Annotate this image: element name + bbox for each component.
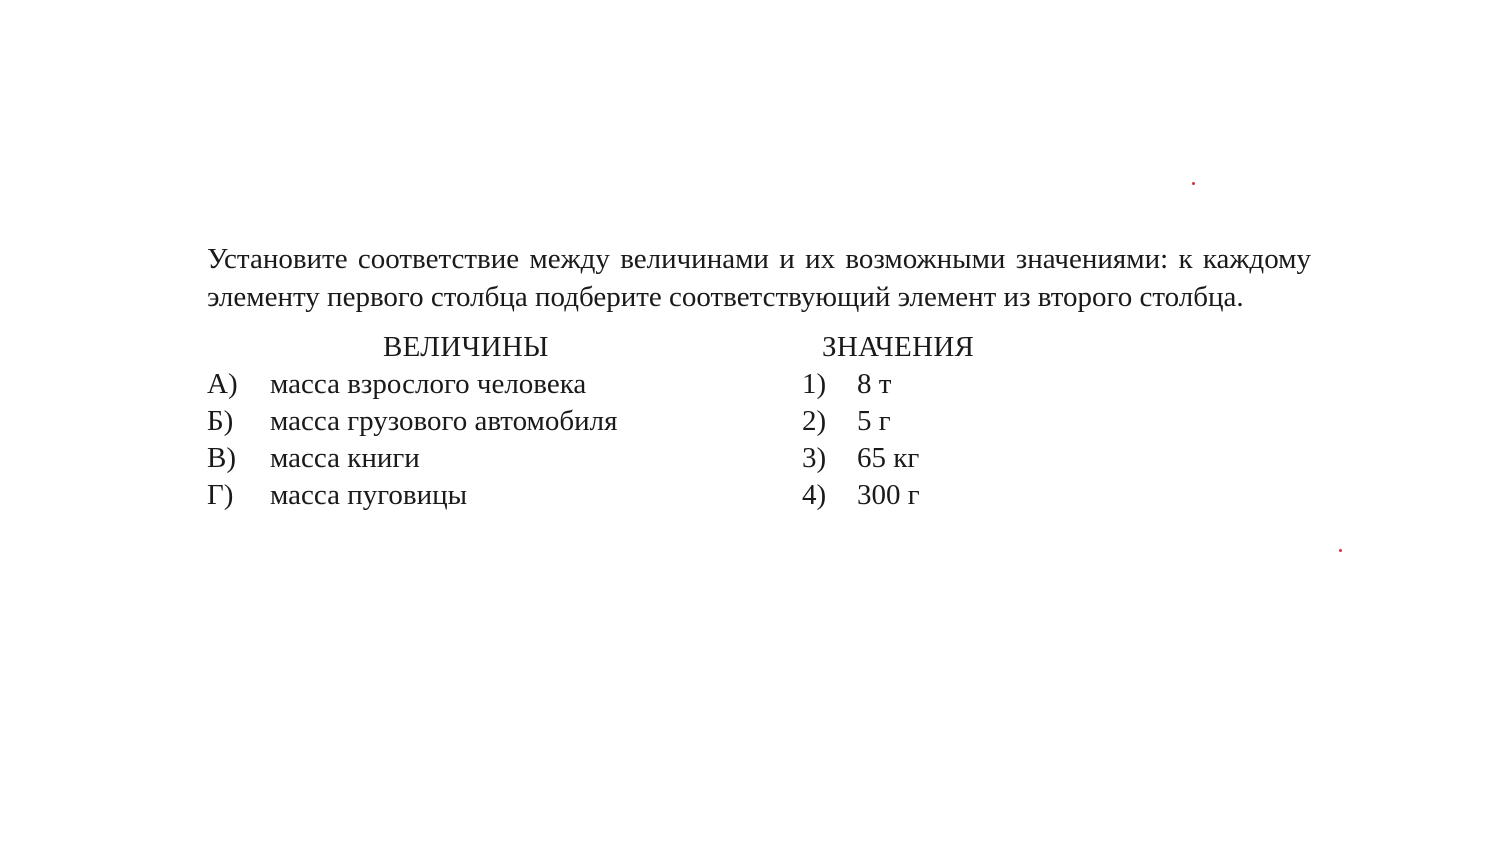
item-marker: Б) (207, 405, 234, 437)
item-text: масса грузового автомобиля (270, 405, 618, 437)
quantity-item (207, 403, 617, 440)
item-text: масса взрослого человека (270, 368, 587, 400)
red-speck (1339, 549, 1342, 552)
item-marker: А) (207, 368, 238, 400)
matching-task (207, 240, 1311, 518)
value-item (802, 403, 920, 440)
item-marker: В) (207, 442, 236, 474)
values-header: ЗНАЧЕНИЯ (822, 331, 975, 363)
item-text: 300 г (857, 479, 920, 511)
item-marker: 3) (802, 442, 827, 474)
matching-columns (207, 328, 1311, 518)
task-instruction: Установите соответствие между величинами и их возможными значениями: к каждому элементу первого столбца подберите соответствующий элемент из второго столбца. (207, 243, 1311, 313)
item-marker: 4) (802, 479, 827, 511)
quantity-item (207, 477, 617, 514)
value-item (802, 440, 920, 477)
item-text: 65 кг (857, 442, 920, 474)
item-text: масса книги (270, 442, 420, 474)
values-list (802, 366, 920, 514)
item-marker: 2) (802, 405, 827, 437)
quantity-item (207, 440, 617, 477)
value-item (802, 366, 920, 403)
item-text: масса пуговицы (270, 479, 468, 511)
quantities-list (207, 366, 617, 514)
red-speck (1192, 182, 1195, 185)
item-text: 5 г (857, 405, 891, 437)
quantities-header: ВЕЛИЧИНЫ (383, 331, 549, 363)
item-marker: Г) (207, 479, 234, 511)
value-item (802, 477, 920, 514)
item-text: 8 т (857, 368, 892, 400)
item-marker: 1) (802, 368, 827, 400)
quantity-item (207, 366, 617, 403)
